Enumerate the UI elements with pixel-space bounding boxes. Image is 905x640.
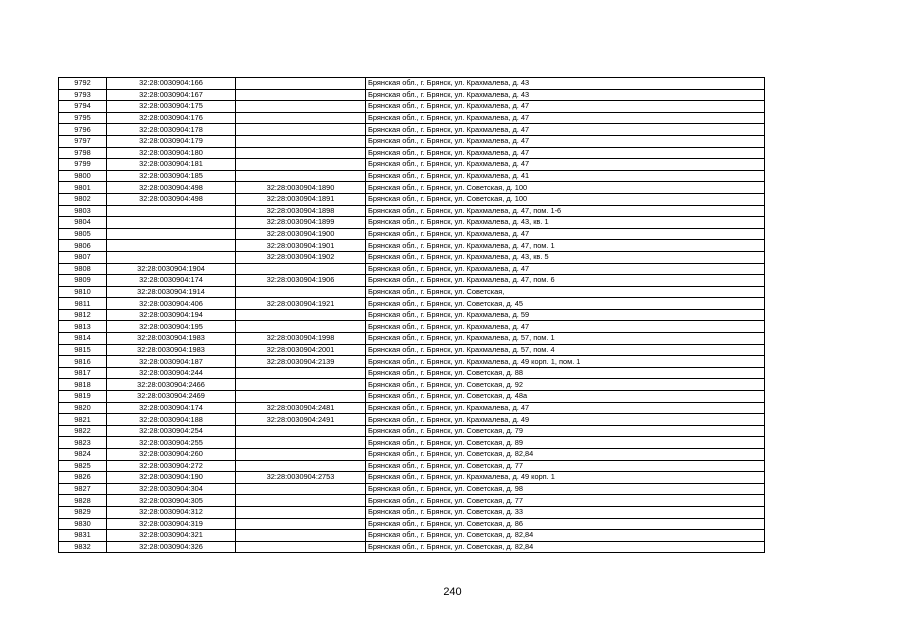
object-number-cell	[236, 425, 366, 437]
table-row	[59, 78, 765, 90]
row-number-cell: 9794	[59, 101, 107, 113]
object-number-cell: 32:28:0030904:1898	[236, 205, 366, 217]
address-cell: Брянская обл., г. Брянск, ул. Крахмалева, д. 47	[366, 135, 765, 147]
table-row	[59, 170, 765, 182]
row-number-cell: 9797	[59, 135, 107, 147]
table-row	[59, 414, 765, 426]
table-row	[59, 541, 765, 553]
cadastral-number-cell: 32:28:0030904:1914	[107, 286, 236, 298]
table-row	[59, 286, 765, 298]
row-number-cell: 9821	[59, 414, 107, 426]
table-row	[59, 205, 765, 217]
object-number-cell	[236, 112, 366, 124]
row-number-cell: 9813	[59, 321, 107, 333]
address-cell: Брянская обл., г. Брянск, ул. Крахмалева, д. 47	[366, 402, 765, 414]
object-number-cell	[236, 391, 366, 403]
row-number-cell: 9816	[59, 356, 107, 368]
page-number: 240	[443, 586, 462, 598]
table-row	[59, 309, 765, 321]
cadastral-number-cell: 32:28:0030904:181	[107, 159, 236, 171]
table-row	[59, 425, 765, 437]
object-number-cell	[236, 147, 366, 159]
cadastral-number-cell	[107, 251, 236, 263]
address-cell: Брянская обл., г. Брянск, ул. Крахмалева, д. 47	[366, 263, 765, 275]
table-row	[59, 124, 765, 136]
object-number-cell: 32:28:0030904:2139	[236, 356, 366, 368]
address-cell: Брянская обл., г. Брянск, ул. Крахмалева, д. 47, пом. 1	[366, 240, 765, 252]
row-number-cell: 9804	[59, 217, 107, 229]
row-number-cell: 9815	[59, 344, 107, 356]
table-row	[59, 437, 765, 449]
cadastral-number-cell	[107, 217, 236, 229]
address-cell: Брянская обл., г. Брянск, ул. Советская, д. 98	[366, 483, 765, 495]
address-cell: Брянская обл., г. Брянск, ул. Советская, д. 77	[366, 495, 765, 507]
object-number-cell	[236, 518, 366, 530]
cadastral-number-cell: 32:28:0030904:167	[107, 89, 236, 101]
row-number-cell: 9801	[59, 182, 107, 194]
cadastral-number-cell: 32:28:0030904:174	[107, 275, 236, 287]
object-number-cell: 32:28:0030904:1900	[236, 228, 366, 240]
object-number-cell	[236, 483, 366, 495]
table-row	[59, 159, 765, 171]
row-number-cell: 9827	[59, 483, 107, 495]
table-body	[59, 78, 765, 553]
object-number-cell: 32:28:0030904:1906	[236, 275, 366, 287]
address-cell: Брянская обл., г. Брянск, ул. Крахмалева, д. 43, кв. 5	[366, 251, 765, 263]
object-number-cell	[236, 263, 366, 275]
cadastral-number-cell: 32:28:0030904:185	[107, 170, 236, 182]
address-cell: Брянская обл., г. Брянск, ул. Советская, д. 82,84	[366, 530, 765, 542]
table-row	[59, 193, 765, 205]
table-row	[59, 472, 765, 484]
row-number-cell: 9809	[59, 275, 107, 287]
object-number-cell	[236, 367, 366, 379]
cadastral-number-cell: 32:28:0030904:180	[107, 147, 236, 159]
address-cell: Брянская обл., г. Брянск, ул. Крахмалева, д. 47	[366, 228, 765, 240]
address-cell: Брянская обл., г. Брянск, ул. Крахмалева, д. 47	[366, 321, 765, 333]
object-number-cell	[236, 506, 366, 518]
row-number-cell: 9807	[59, 251, 107, 263]
address-cell: Брянская обл., г. Брянск, ул. Крахмалева, д. 47	[366, 124, 765, 136]
row-number-cell: 9831	[59, 530, 107, 542]
table-row	[59, 367, 765, 379]
address-cell: Брянская обл., г. Брянск, ул. Советская, д. 92	[366, 379, 765, 391]
address-cell: Брянская обл., г. Брянск, ул. Крахмалева, д. 49 корп. 1	[366, 472, 765, 484]
object-number-cell	[236, 437, 366, 449]
row-number-cell: 9822	[59, 425, 107, 437]
cadastral-number-cell: 32:28:0030904:2466	[107, 379, 236, 391]
cadastral-number-cell	[107, 205, 236, 217]
cadastral-number-cell: 32:28:0030904:166	[107, 78, 236, 90]
cadastral-number-cell: 32:28:0030904:179	[107, 135, 236, 147]
cadastral-number-cell: 32:28:0030904:326	[107, 541, 236, 553]
row-number-cell: 9810	[59, 286, 107, 298]
object-number-cell: 32:28:0030904:1921	[236, 298, 366, 310]
row-number-cell: 9799	[59, 159, 107, 171]
table-row	[59, 251, 765, 263]
object-number-cell: 32:28:0030904:2001	[236, 344, 366, 356]
table-row	[59, 483, 765, 495]
object-number-cell	[236, 159, 366, 171]
address-cell: Брянская обл., г. Брянск, ул. Крахмалева, д. 49	[366, 414, 765, 426]
row-number-cell: 9792	[59, 78, 107, 90]
table-row	[59, 89, 765, 101]
cadastral-number-cell: 32:28:0030904:254	[107, 425, 236, 437]
address-cell: Брянская обл., г. Брянск, ул. Крахмалева, д. 57, пом. 1	[366, 333, 765, 345]
cadastral-number-cell: 32:28:0030904:1983	[107, 333, 236, 345]
address-cell: Брянская обл., г. Брянск, ул. Советская, д. 82,84	[366, 541, 765, 553]
object-number-cell	[236, 530, 366, 542]
row-number-cell: 9793	[59, 89, 107, 101]
address-cell: Брянская обл., г. Брянск, ул. Советская,	[366, 286, 765, 298]
address-cell: Брянская обл., г. Брянск, ул. Крахмалева, д. 47, пом. 6	[366, 275, 765, 287]
cadastral-number-cell: 32:28:0030904:272	[107, 460, 236, 472]
address-cell: Брянская обл., г. Брянск, ул. Советская, д. 88	[366, 367, 765, 379]
object-number-cell	[236, 78, 366, 90]
row-number-cell: 9828	[59, 495, 107, 507]
address-cell: Брянская обл., г. Брянск, ул. Крахмалева, д. 49 корп. 1, пом. 1	[366, 356, 765, 368]
cadastral-number-cell: 32:28:0030904:260	[107, 449, 236, 461]
cadastral-number-cell: 32:28:0030904:195	[107, 321, 236, 333]
cadastral-number-cell: 32:28:0030904:304	[107, 483, 236, 495]
object-number-cell	[236, 449, 366, 461]
cadastral-number-cell: 32:28:0030904:321	[107, 530, 236, 542]
object-number-cell	[236, 321, 366, 333]
cadastral-number-cell: 32:28:0030904:498	[107, 182, 236, 194]
address-cell: Брянская обл., г. Брянск, ул. Советская, д. 100	[366, 182, 765, 194]
row-number-cell: 9803	[59, 205, 107, 217]
object-number-cell	[236, 309, 366, 321]
table-row	[59, 240, 765, 252]
row-number-cell: 9812	[59, 309, 107, 321]
cadastral-number-cell: 32:28:0030904:1983	[107, 344, 236, 356]
row-number-cell: 9819	[59, 391, 107, 403]
address-cell: Брянская обл., г. Брянск, ул. Советская, д. 89	[366, 437, 765, 449]
cadastral-number-cell: 32:28:0030904:305	[107, 495, 236, 507]
table-row	[59, 333, 765, 345]
object-number-cell: 32:28:0030904:1998	[236, 333, 366, 345]
object-number-cell	[236, 541, 366, 553]
object-number-cell	[236, 286, 366, 298]
table-row	[59, 495, 765, 507]
address-cell: Брянская обл., г. Брянск, ул. Советская, д. 77	[366, 460, 765, 472]
address-cell: Брянская обл., г. Брянск, ул. Советская, д. 86	[366, 518, 765, 530]
cadastral-number-cell: 32:28:0030904:190	[107, 472, 236, 484]
table-row	[59, 391, 765, 403]
row-number-cell: 9832	[59, 541, 107, 553]
row-number-cell: 9806	[59, 240, 107, 252]
object-number-cell	[236, 89, 366, 101]
address-cell: Брянская обл., г. Брянск, ул. Крахмалева, д. 47, пом. 1-6	[366, 205, 765, 217]
address-cell: Брянская обл., г. Брянск, ул. Крахмалева, д. 59	[366, 309, 765, 321]
object-number-cell: 32:28:0030904:1902	[236, 251, 366, 263]
object-number-cell	[236, 101, 366, 113]
table-row	[59, 147, 765, 159]
row-number-cell: 9818	[59, 379, 107, 391]
table-row	[59, 275, 765, 287]
cadastral-number-cell: 32:28:0030904:244	[107, 367, 236, 379]
row-number-cell: 9805	[59, 228, 107, 240]
row-number-cell: 9817	[59, 367, 107, 379]
row-number-cell: 9802	[59, 193, 107, 205]
cadastral-number-cell: 32:28:0030904:498	[107, 193, 236, 205]
cadastral-number-cell: 32:28:0030904:319	[107, 518, 236, 530]
object-number-cell: 32:28:0030904:1899	[236, 217, 366, 229]
address-cell: Брянская обл., г. Брянск, ул. Крахмалева, д. 47	[366, 147, 765, 159]
address-cell: Брянская обл., г. Брянск, ул. Советская, д. 48а	[366, 391, 765, 403]
cadastral-number-cell: 32:28:0030904:176	[107, 112, 236, 124]
object-number-cell: 32:28:0030904:2481	[236, 402, 366, 414]
row-number-cell: 9814	[59, 333, 107, 345]
table-row	[59, 217, 765, 229]
row-number-cell: 9826	[59, 472, 107, 484]
object-number-cell	[236, 460, 366, 472]
row-number-cell: 9808	[59, 263, 107, 275]
row-number-cell: 9824	[59, 449, 107, 461]
cadastral-number-cell: 32:28:0030904:187	[107, 356, 236, 368]
object-number-cell	[236, 379, 366, 391]
address-cell: Брянская обл., г. Брянск, ул. Крахмалева, д. 57, пом. 4	[366, 344, 765, 356]
row-number-cell: 9796	[59, 124, 107, 136]
table-row	[59, 112, 765, 124]
cadastral-number-cell: 32:28:0030904:175	[107, 101, 236, 113]
table-row	[59, 263, 765, 275]
address-cell: Брянская обл., г. Брянск, ул. Крахмалева, д. 43, кв. 1	[366, 217, 765, 229]
address-cell: Брянская обл., г. Брянск, ул. Крахмалева, д. 43	[366, 89, 765, 101]
table-row	[59, 298, 765, 310]
cadastral-number-cell: 32:28:0030904:188	[107, 414, 236, 426]
object-number-cell	[236, 170, 366, 182]
address-cell: Брянская обл., г. Брянск, ул. Крахмалева, д. 47	[366, 159, 765, 171]
cadastral-number-cell: 32:28:0030904:174	[107, 402, 236, 414]
cadastral-number-cell: 32:28:0030904:194	[107, 309, 236, 321]
table-row	[59, 379, 765, 391]
table-row	[59, 530, 765, 542]
row-number-cell: 9795	[59, 112, 107, 124]
cadastral-number-cell: 32:28:0030904:1904	[107, 263, 236, 275]
row-number-cell: 9820	[59, 402, 107, 414]
table-row	[59, 506, 765, 518]
cadastral-number-cell: 32:28:0030904:255	[107, 437, 236, 449]
row-number-cell: 9811	[59, 298, 107, 310]
address-cell: Брянская обл., г. Брянск, ул. Советская, д. 79	[366, 425, 765, 437]
row-number-cell: 9800	[59, 170, 107, 182]
object-number-cell: 32:28:0030904:1890	[236, 182, 366, 194]
table-row	[59, 518, 765, 530]
address-cell: Брянская обл., г. Брянск, ул. Крахмалева, д. 47	[366, 112, 765, 124]
row-number-cell: 9798	[59, 147, 107, 159]
table-row	[59, 344, 765, 356]
object-number-cell	[236, 135, 366, 147]
table-row	[59, 402, 765, 414]
property-register-table	[58, 77, 765, 553]
address-cell: Брянская обл., г. Брянск, ул. Советская, д. 45	[366, 298, 765, 310]
table-row	[59, 228, 765, 240]
address-cell: Брянская обл., г. Брянск, ул. Крахмалева, д. 41	[366, 170, 765, 182]
table-row	[59, 356, 765, 368]
cadastral-number-cell	[107, 240, 236, 252]
address-cell: Брянская обл., г. Брянск, ул. Советская, д. 82,84	[366, 449, 765, 461]
cadastral-number-cell	[107, 228, 236, 240]
row-number-cell: 9830	[59, 518, 107, 530]
row-number-cell: 9825	[59, 460, 107, 472]
table-row	[59, 460, 765, 472]
table-row	[59, 449, 765, 461]
cadastral-number-cell: 32:28:0030904:178	[107, 124, 236, 136]
table-row	[59, 182, 765, 194]
table-row	[59, 321, 765, 333]
table-row	[59, 135, 765, 147]
object-number-cell: 32:28:0030904:2753	[236, 472, 366, 484]
row-number-cell: 9823	[59, 437, 107, 449]
cadastral-number-cell: 32:28:0030904:312	[107, 506, 236, 518]
address-cell: Брянская обл., г. Брянск, ул. Советская, д. 33	[366, 506, 765, 518]
address-cell: Брянская обл., г. Брянск, ул. Крахмалева, д. 43	[366, 78, 765, 90]
row-number-cell: 9829	[59, 506, 107, 518]
cadastral-number-cell: 32:28:0030904:2469	[107, 391, 236, 403]
table-row	[59, 101, 765, 113]
address-cell: Брянская обл., г. Брянск, ул. Советская, д. 100	[366, 193, 765, 205]
address-cell: Брянская обл., г. Брянск, ул. Крахмалева, д. 47	[366, 101, 765, 113]
object-number-cell: 32:28:0030904:2491	[236, 414, 366, 426]
cadastral-number-cell: 32:28:0030904:406	[107, 298, 236, 310]
object-number-cell	[236, 495, 366, 507]
object-number-cell: 32:28:0030904:1901	[236, 240, 366, 252]
object-number-cell: 32:28:0030904:1891	[236, 193, 366, 205]
object-number-cell	[236, 124, 366, 136]
